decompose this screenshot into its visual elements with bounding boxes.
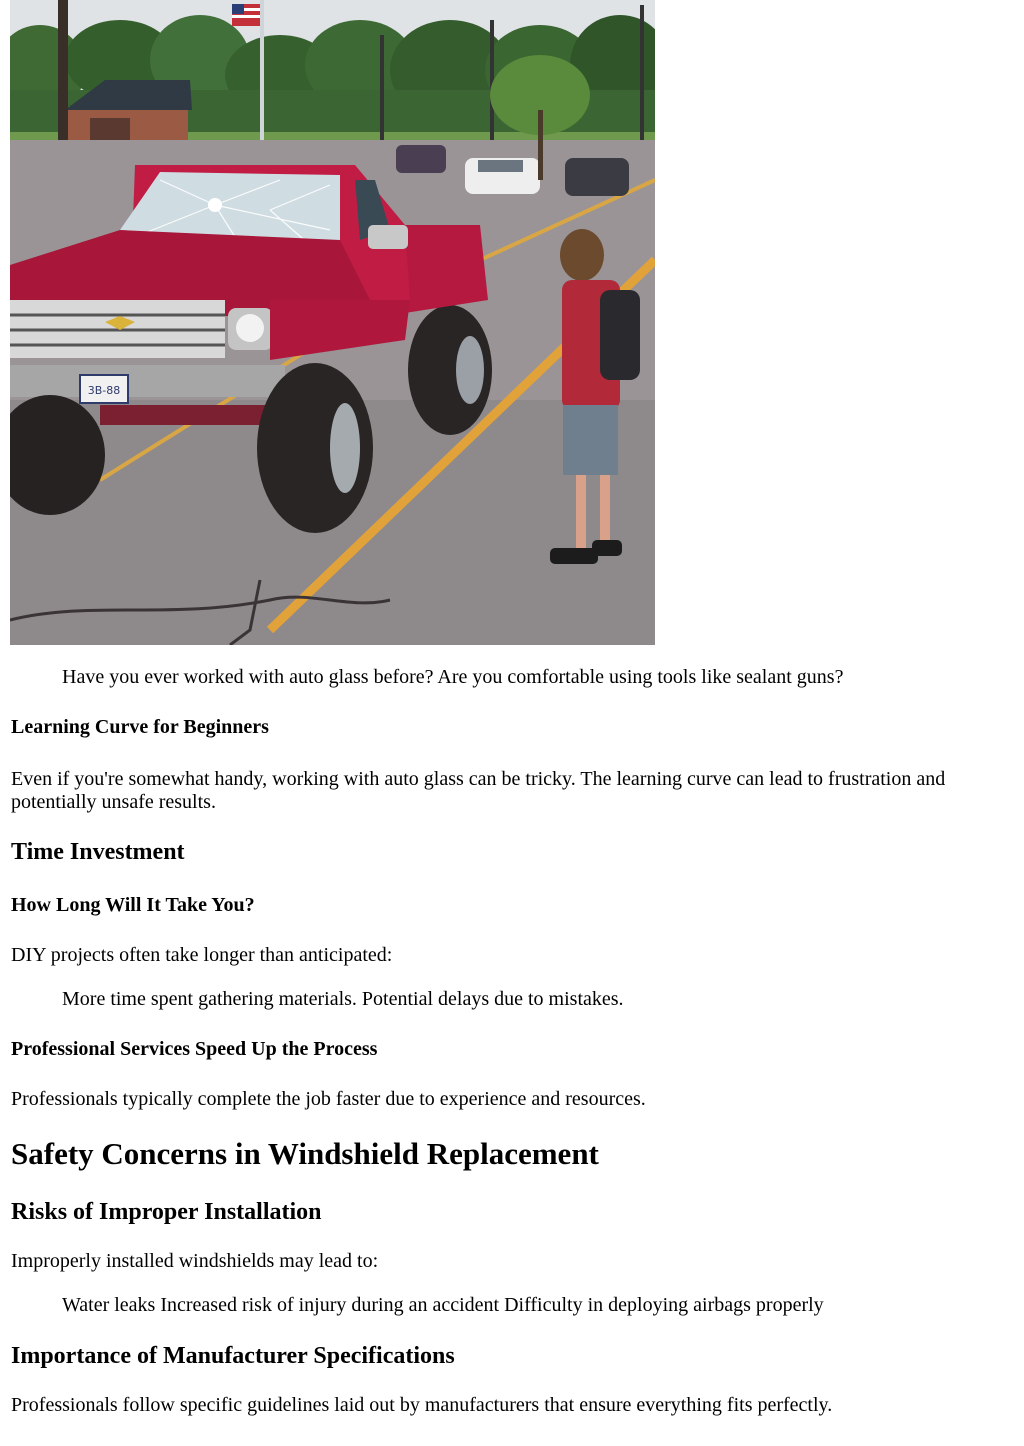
quote-diy-delays: More time spent gathering materials. Potential delays due to mistakes. xyxy=(62,988,624,1010)
heading-learning-curve: Learning Curve for Beginners xyxy=(11,716,269,738)
paragraph-manufacturer-specs: Professionals follow specific guidelines laid out by manufacturers that ensure everything fits perfectly. xyxy=(11,1394,833,1416)
paragraph-learning-curve: Even if you're somewhat handy, working with auto glass can be tricky. The learning curve can lead to frustration and potentially unsafe results. xyxy=(11,768,946,813)
paragraph-professional-services: Professionals typically complete the job faster due to experience and resources. xyxy=(11,1088,646,1110)
heading-safety-concerns: Safety Concerns in Windshield Replacement xyxy=(11,1136,599,1171)
heading-how-long: How Long Will It Take You? xyxy=(11,894,255,916)
hero-image xyxy=(10,0,655,645)
heading-time-investment: Time Investment xyxy=(11,839,185,865)
quote-experience: Have you ever worked with auto glass before? Are you comfortable using tools like sealant guns? xyxy=(62,666,844,688)
paragraph-improper: Improperly installed windshields may lead to: xyxy=(11,1250,379,1272)
heading-risks: Risks of Improper Installation xyxy=(11,1199,322,1225)
heading-manufacturer-specs: Importance of Manufacturer Specifications xyxy=(11,1343,455,1369)
license-plate-text: 3B-88 xyxy=(87,384,121,397)
heading-professional-services: Professional Services Speed Up the Process xyxy=(11,1038,378,1060)
flag xyxy=(232,4,260,26)
quote-risks-list: Water leaks Increased risk of injury during an accident Difficulty in deploying airbags properly xyxy=(62,1294,824,1316)
paragraph-diy: DIY projects often take longer than anticipated: xyxy=(11,944,393,966)
